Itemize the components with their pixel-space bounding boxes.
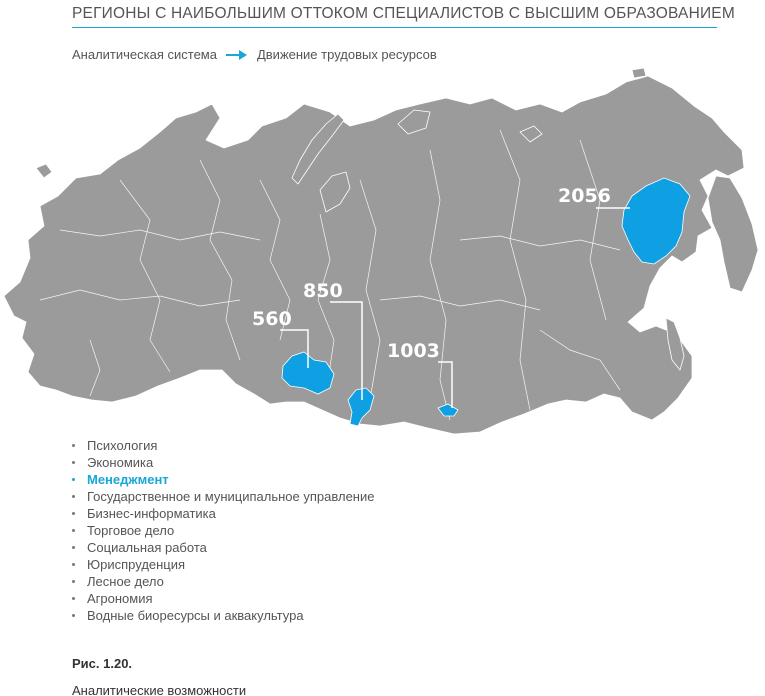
legend-item-public-administration[interactable]: Государственное и муниципальное управление [72,488,374,505]
map-wrangel-island [632,68,646,78]
breadcrumb-item-labor[interactable]: Движение трудовых ресурсов [256,47,437,62]
callout-label-1003: 1003 [387,340,440,362]
legend-item-social-work[interactable]: Социальная работа [72,539,374,556]
map-kaliningrad [36,164,52,178]
legend-item-management[interactable]: Менеджмент [72,471,374,488]
callout-label-850: 850 [303,280,343,302]
russia-regions-map [0,62,765,434]
bullet-icon [72,444,75,447]
bullet-icon [72,461,75,464]
bullet-icon [72,512,75,515]
bullet-icon [72,563,75,566]
legend-item-economics[interactable]: Экономика [72,454,374,471]
page-title: РЕГИОНЫ С НАИБОЛЬШИМ ОТТОКОМ СПЕЦИАЛИСТОВ С ВЫСШИМ ОБРАЗОВАНИЕМ [72,5,735,22]
legend-item-business-informatics[interactable]: Бизнес-информатика [72,505,374,522]
specialty-legend [72,437,374,624]
figure-caption: Аналитические возможности [72,683,247,696]
bullet-icon [72,478,75,481]
legend-item-psychology[interactable]: Психология [72,437,374,454]
callout-label-2056: 2056 [558,185,611,207]
bullet-icon [72,597,75,600]
legend-item-aquaculture[interactable]: Водные биоресурсы и аквакультура [72,607,374,624]
legend-item-trade[interactable]: Торговое дело [72,522,374,539]
figure-label: Рис. 1.20. [72,656,133,671]
callout-label-560: 560 [252,308,292,330]
legend-item-law[interactable]: Юриспруденция [72,556,374,573]
map-mainland [4,76,744,434]
breadcrumb-item-analytics[interactable]: Аналитическая система [72,47,217,62]
breadcrumb [72,47,437,62]
bullet-icon [72,495,75,498]
legend-item-agronomy[interactable]: Агрономия [72,590,374,607]
arrow-right-icon [226,49,248,61]
bullet-icon [72,580,75,583]
map-kamchatka [708,176,758,292]
legend-item-forestry[interactable]: Лесное дело [72,573,374,590]
bullet-icon [72,546,75,549]
header-bar [72,0,735,28]
bullet-icon [72,614,75,617]
bullet-icon [72,529,75,532]
